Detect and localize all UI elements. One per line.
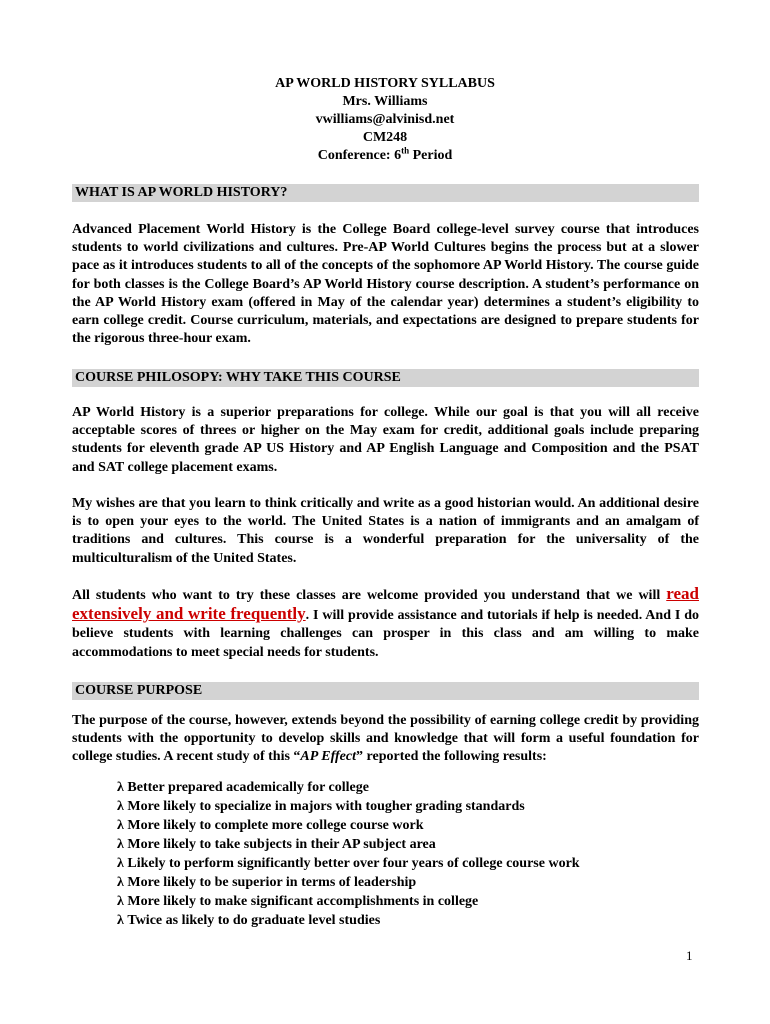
room-number: CM248 xyxy=(362,130,408,145)
philosophy-paragraph-3: All students who want to try these classes are welcome provided you understand that we will read extensively and write frequently. I will provide assistance and tutorials if help is needed. And I do believe students with learning challenges can prosper in this class and am willing to make accommodations to meet special needs for students. xyxy=(72,584,700,660)
philosophy-paragraph-1: AP World History is a superior preparations for college. While our goal is that you will all receive acceptable scores of threes or higher on the May exam for credit, additional goals include preparing students for eleventh grade AP US History and AP English Language and Composition and the PSAT and SAT college placement exams. xyxy=(72,405,699,475)
lambda-bullet-icon: λ xyxy=(117,856,124,871)
document-title: AP WORLD HISTORY SYLLABUS xyxy=(275,76,495,91)
teacher-email: vwilliams@alvinisd.net xyxy=(315,112,455,127)
conference-period: Conference: 6th Period xyxy=(317,145,453,163)
page-number: 1 xyxy=(686,948,693,963)
document-header xyxy=(0,75,770,165)
list-item: λ More likely to be superior in terms of leadership xyxy=(117,875,417,890)
section-heading-what: WHAT IS AP WORLD HISTORY? xyxy=(72,184,699,202)
section-heading-purpose: COURSE PURPOSE xyxy=(72,682,699,700)
lambda-bullet-icon: λ xyxy=(117,913,124,928)
list-item: λ More likely to make significant accomplishments in college xyxy=(117,894,479,909)
list-item: λ Likely to perform significantly better over four years of college course work xyxy=(117,856,580,871)
emphasis-text: read extensively and write frequently xyxy=(72,584,699,624)
lambda-bullet-icon: λ xyxy=(117,875,124,890)
purpose-paragraph: The purpose of the course, however, extends beyond the possibility of earning college credit by providing students with the opportunity to develop skills and knowledge that will form a useful foundation for college studies. A recent study of this “AP Effect” reported the following results: xyxy=(72,713,699,765)
lambda-bullet-icon: λ xyxy=(117,837,124,852)
list-item: λ Twice as likely to do graduate level studies xyxy=(117,913,381,928)
lambda-bullet-icon: λ xyxy=(117,818,124,833)
list-item: λ Better prepared academically for college xyxy=(117,780,369,795)
section-heading-philosophy: COURSE PHILOSOPY: WHY TAKE THIS COURSE xyxy=(72,369,699,387)
list-item: λ More likely to specialize in majors with tougher grading standards xyxy=(117,799,525,814)
list-item: λ More likely to take subjects in their AP subject area xyxy=(117,837,436,852)
philosophy-paragraph-2: My wishes are that you learn to think critically and write as a good historian would. An additional desire is to open your eyes to the world. The United States is a nation of immigrants and an amalgam of traditions and cultures. This course is a wonderful preparation for the universality of the multiculturalism of the United States. xyxy=(72,496,699,566)
list-item: λ More likely to complete more college course work xyxy=(117,818,424,833)
lambda-bullet-icon: λ xyxy=(117,799,124,814)
what-paragraph: Advanced Placement World History is the College Board college-level survey course that introduces students to world civilizations and cultures. Pre-AP World Cultures begins the process but at a slower pace as it introduces students to all of the concepts of the sophomore AP World History. The course guide for both classes is the College Board’s AP World History course description. A student’s performance on the AP World History exam (offered in May of the calendar year) determines a student’s eligibility to earn college credit. Course curriculum, materials, and expectations are designed to prepare students for the rigorous three-hour exam. xyxy=(72,222,699,347)
ap-effect-list xyxy=(117,778,580,930)
lambda-bullet-icon: λ xyxy=(117,894,124,909)
lambda-bullet-icon: λ xyxy=(117,780,124,795)
teacher-name: Mrs. Williams xyxy=(342,94,428,109)
